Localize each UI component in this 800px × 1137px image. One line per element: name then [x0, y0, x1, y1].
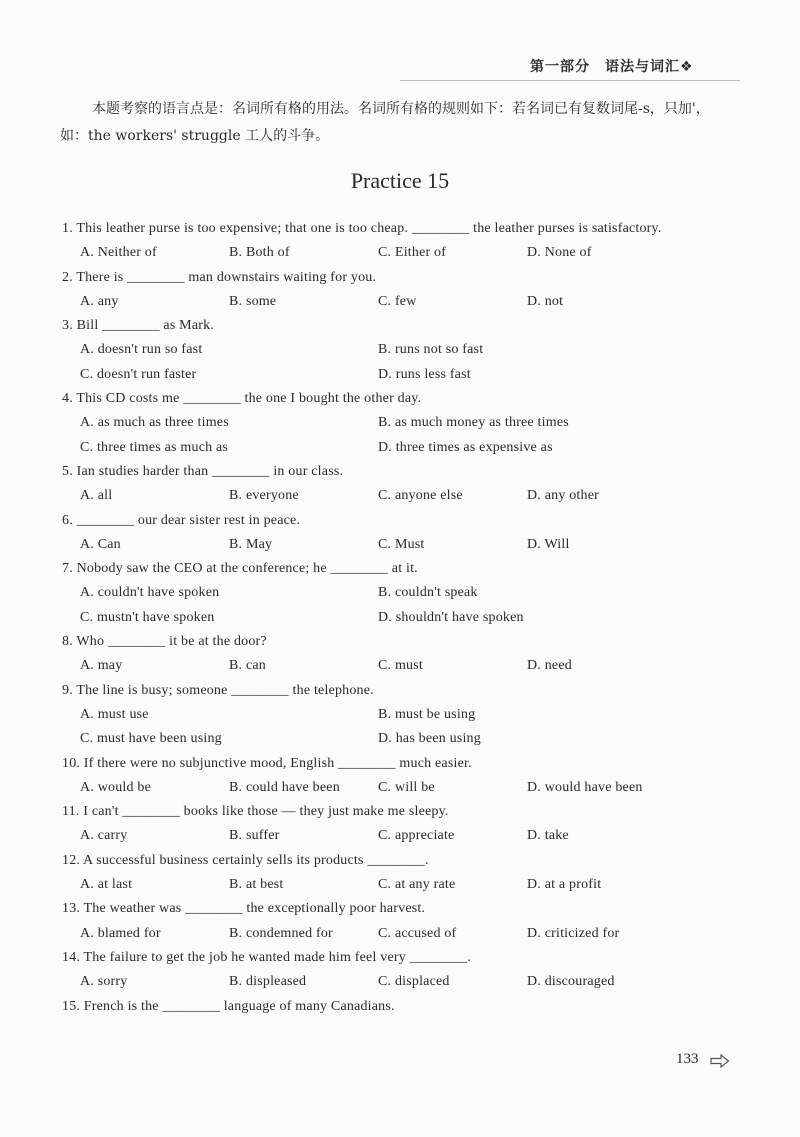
question-item: [62, 679, 730, 752]
answer-option: A. Neither of: [80, 245, 157, 261]
answer-option: D. need: [527, 658, 572, 674]
answer-option: A. any: [80, 293, 119, 309]
answer-option: D. would have been: [527, 779, 643, 795]
question-item: [62, 630, 730, 679]
answer-option: C. few: [378, 293, 417, 309]
options-group: [62, 533, 730, 557]
answer-option: C. at any rate: [378, 877, 456, 893]
answer-option: C. displaced: [378, 974, 450, 990]
answer-option: B. must be using: [378, 706, 476, 722]
question-stem: 14. The failure to get the job he wanted made him feel very ________.: [62, 949, 471, 965]
answer-option: A. blamed for: [80, 925, 161, 941]
answer-option: C. will be: [378, 779, 435, 795]
question-item: [62, 849, 730, 898]
options-group: [62, 776, 730, 800]
options-group: [62, 873, 730, 897]
answer-option: D. discouraged: [527, 974, 615, 990]
question-stem: 3. Bill ________ as Mark.: [62, 318, 214, 334]
answer-option: C. anyone else: [378, 488, 463, 504]
question-stem: 2. There is ________ man downstairs waiting for you.: [62, 269, 377, 285]
answer-option: A. all: [80, 488, 113, 504]
answer-option: D. runs less fast: [378, 366, 471, 382]
answer-option: D. None of: [527, 245, 592, 261]
answer-option: B. runs not so fast: [378, 342, 484, 358]
answer-option: C. must: [378, 658, 423, 674]
right-arrow-icon: [710, 1054, 730, 1068]
answer-option: D. Will: [527, 536, 570, 552]
answer-option: B. couldn't speak: [378, 585, 478, 601]
answer-option: B. could have been: [229, 779, 340, 795]
question-stem: 10. If there were no subjunctive mood, English ________ much easier.: [62, 755, 472, 771]
options-group: [62, 654, 730, 678]
answer-option: C. three times as much as: [80, 439, 229, 455]
answer-option: A. may: [80, 658, 123, 674]
answer-option: C. mustn't have spoken: [80, 609, 215, 625]
section-header: 第一部分 语法与词汇❖: [530, 59, 694, 75]
question-item: [62, 752, 730, 801]
answer-option: B. everyone: [229, 488, 299, 504]
answer-option: C. Must: [378, 536, 425, 552]
question-item: [62, 800, 730, 849]
question-stem: 12. A successful business certainly sells its products ________.: [62, 852, 429, 868]
header-rule: [400, 80, 740, 81]
question-item: [62, 460, 730, 509]
options-group: [62, 290, 730, 314]
answer-option: B. displeased: [229, 974, 307, 990]
answer-option: B. at best: [229, 877, 284, 893]
intro-paragraph: 本题考察的语言点是：名词所有格的用法。名词所有格的规则如下：若名词已有复数词尾-s，只加'，如：the workers' struggle 工人的斗争。: [60, 101, 710, 144]
question-item: [62, 946, 730, 995]
question-item: [62, 314, 730, 387]
answer-option: A. Can: [80, 536, 121, 552]
question-item: [62, 217, 730, 266]
question-stem: 4. This CD costs me ________ the one I bought the other day.: [62, 391, 422, 407]
options-group: [62, 338, 730, 387]
options-group: [62, 703, 730, 752]
answer-option: C. accused of: [378, 925, 457, 941]
options-group: [62, 922, 730, 946]
answer-option: A. doesn't run so fast: [80, 342, 203, 358]
answer-option: B. Both of: [229, 245, 290, 261]
question-stem: 13. The weather was ________ the exceptionally poor harvest.: [62, 901, 426, 917]
question-stem: 1. This leather purse is too expensive; that one is too cheap. ________ the leather purses is satisfactory.: [62, 221, 662, 236]
answer-option: B. May: [229, 536, 273, 552]
question-stem: 8. Who ________ it be at the door?: [62, 634, 267, 650]
question-stem: 6. ________ our dear sister rest in peace.: [62, 512, 301, 528]
question-item: [62, 897, 730, 946]
answer-option: B. suffer: [229, 828, 280, 844]
answer-option: D. has been using: [378, 731, 481, 747]
question-item: [62, 557, 730, 630]
options-group: [62, 411, 730, 460]
answer-option: A. must use: [80, 706, 149, 722]
question-item: [62, 266, 730, 315]
page-number: 133: [676, 1051, 699, 1067]
question-item: [62, 995, 730, 1019]
answer-option: D. three times as expensive as: [378, 439, 553, 455]
answer-option: A. would be: [80, 779, 152, 795]
answer-option: D. shouldn't have spoken: [378, 609, 524, 625]
question-stem: 11. I can't ________ books like those — they just make me sleepy.: [62, 804, 449, 820]
answer-option: D. at a profit: [527, 877, 602, 893]
options-group: [62, 241, 730, 265]
answer-option: A. as much as three times: [80, 415, 229, 431]
answer-option: B. condemned for: [229, 925, 333, 941]
practice-title: Practice 15: [350, 168, 450, 193]
answer-option: B. some: [229, 293, 277, 309]
answer-option: C. appreciate: [378, 828, 455, 844]
answer-option: C. doesn't run faster: [80, 366, 197, 382]
options-group: [62, 824, 730, 848]
answer-option: B. as much money as three times: [378, 415, 569, 431]
answer-option: C. must have been using: [80, 731, 222, 747]
question-stem: 15. French is the ________ language of many Canadians.: [62, 998, 395, 1014]
question-stem: 5. Ian studies harder than ________ in our class.: [62, 463, 344, 479]
options-group: [62, 484, 730, 508]
answer-option: A. carry: [80, 828, 128, 844]
answer-option: A. sorry: [80, 974, 128, 990]
options-group: [62, 581, 730, 630]
answer-option: D. not: [527, 293, 564, 309]
question-item: [62, 387, 730, 460]
question-stem: 7. Nobody saw the CEO at the conference; he ________ at it.: [62, 561, 418, 577]
answer-option: D. criticized for: [527, 925, 620, 941]
answer-option: D. take: [527, 828, 569, 844]
question-item: [62, 509, 730, 558]
options-group: [62, 970, 730, 994]
question-stem: 9. The line is busy; someone ________ the telephone.: [62, 682, 374, 698]
answer-option: A. couldn't have spoken: [80, 585, 220, 601]
answer-option: D. any other: [527, 488, 599, 504]
answer-option: B. can: [229, 658, 266, 674]
answer-option: C. Either of: [378, 245, 447, 261]
question-list: [62, 217, 730, 1019]
answer-option: A. at last: [80, 877, 133, 893]
